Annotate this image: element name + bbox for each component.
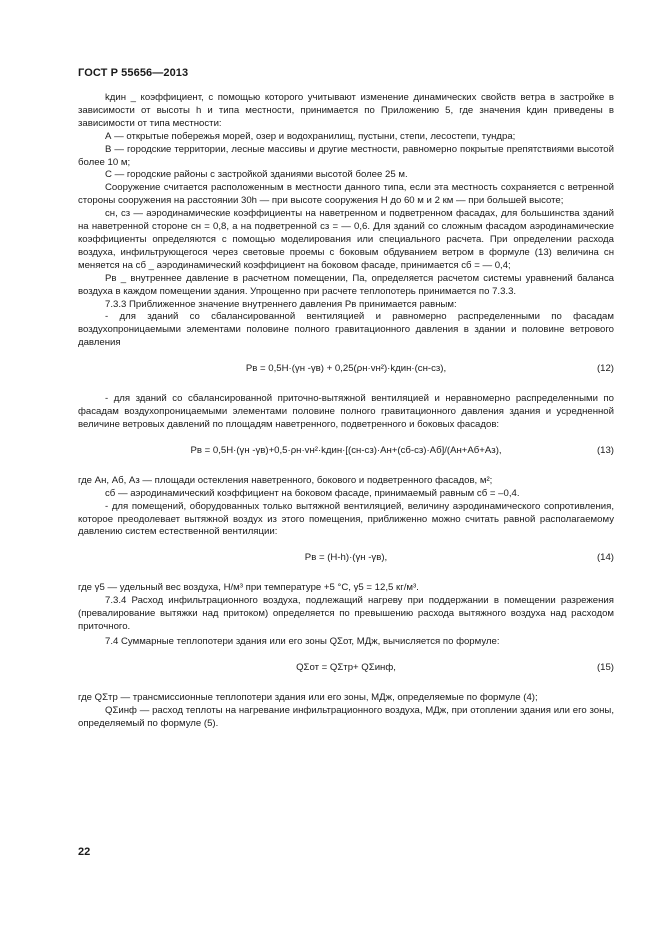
paragraph-exhaust-only: - для помещений, оборудованных только вытяжной вентиляцией, величину аэродинамического сопротивления, которое преодолевает вытяжной воздух из этого помещения, приближенно можно считать равной располагаемому давлению систем естественной вентиляции: [78, 500, 614, 538]
document-body [78, 92, 614, 731]
paragraph-7-4: 7.4 Суммарные теплопотери здания или его зоны QΣот, МДж, вычисляется по формуле: [105, 636, 500, 647]
paragraph-air-weight: где γ5 — удельный вес воздуха, Н/м³ при температуре +5 °С, γ5 = 12,5 кг/м³. [78, 582, 419, 594]
paragraph-terrain-c: С — городские районы с застройкой зданиями высотой более 25 м. [105, 169, 408, 181]
paragraph-7-3-4: 7.3.4 Расход инфильтрационного воздуха, подлежащий нагреву при поддержании в помещении разрежения (превалирование вытяжки над притоком) определяется по превышению расхода вытяжного воздуха над расходом приточного. [78, 595, 614, 633]
paragraph-unbalanced-ventilation: - для зданий со сбалансированной приточно-вытяжной вентиляцией и неравномерно распределенными по фасадам воздухопроницаемыми элементами половине полного гравитационного давления здания и усредненной величине ветровых давлений по площадям наветренного, подветренного и боковых фасадов: [78, 393, 614, 430]
formula-15 [78, 659, 614, 679]
formula-14-number: (14) [596, 552, 614, 564]
paragraph-side-coeff: cб — аэродинамический коэффициент на боковом фасаде, принимаемый равным cб = –0,4. [105, 487, 520, 499]
paragraph-terrain-rule: Сооружение считается расположенным в местности данного типа, если эта местность сохраняется с ветренной стороны сооружения на расстоянии 30h — при высоте сооружения H до 60 м и 2 км — при большей высоте; [78, 182, 614, 207]
formula-15-expression: QΣот = QΣтр+ QΣинф, [296, 661, 396, 673]
paragraph-transmission-losses: где QΣтр — трансмиссионные теплопотери здания или его зоны, МДж, определяемые по формуле (4); [78, 691, 538, 703]
formula-12-expression: Pв = 0,5H·(γн -γв) + 0,25(ρн·vн²)·kдин·(cн-cз), [245, 363, 447, 375]
paragraph-glazing-areas: где Aн, Aб, Aз — площади остекления наветренного, бокового и подветренного фасадов, м²; [78, 474, 493, 486]
formula-15-number: (15) [596, 661, 614, 673]
paragraph-aero-coeffs: cн, cз — аэродинамические коэффициенты на наветренном и подветренном фасадах, для большинства зданий на наветренной стороне cн = 0,8, а на подветренной cз = — 0,6. Для зданий со сложным фасадом аэродинамические коэффициенты определяются с помощью моделирования или специального расчета. При определении расхода воздуха, инфильтрующегося через световые проемы с боковым обдуванием ветром в формуле (13) величина cн меняется на cб _ аэродинамический коэффициент на боковом фасаде, принимается cб = — 0,4; [78, 208, 614, 271]
formula-13 [78, 442, 614, 462]
paragraph-terrain-b: В — городские территории, лесные массивы и другие местности, равномерно покрытые препятствиями высотой более 10 м; [78, 143, 614, 168]
paragraph-terrain-a: А — открытые побережья морей, озер и водохранилищ, пустыни, степи, лесостепи, тундра; [105, 130, 516, 142]
formula-12-number: (12) [596, 363, 614, 375]
formula-12 [78, 360, 614, 380]
paragraph-internal-pressure: Pв _ внутреннее давление в расчетном помещении, Па, определяется расчетом системы уравнений баланса воздуха в каждом помещении здания. Упрощенно при расчете теплопотерь принимается по 7.3.3. [78, 272, 614, 297]
paragraph-balanced-ventilation: - для зданий со сбалансированной вентиляцией и равномерно распределенными по фасадам воздухопроницаемыми элементами половине полного гравитационного давления в здании и половине ветрового давления [78, 311, 614, 349]
page-number: 22 [78, 846, 91, 858]
formula-14 [78, 549, 614, 569]
paragraph-infiltration-heat: QΣинф — расход теплоты на нагревание инфильтрационного воздуха, МДж, при отоплении здания или его зоны, определяемый по формуле (5). [78, 704, 614, 729]
formula-13-number: (13) [596, 444, 614, 456]
document-header: ГОСТ Р 55656—2013 [78, 67, 189, 79]
formula-14-expression: Pв = (H-h)·(γн -γв), [304, 552, 388, 564]
formula-13-expression: Pв = 0,5H·(γн -γв)+0,5·ρн·vн²·kдин·[(cн-cз)·Aн+(cб-cз)·Aб]/(Aн+Aб+Aз), [190, 444, 502, 456]
paragraph-kdin: kдин _ коэффициент, с помощью которого учитывают изменение динамических свойств ветра в застройке в зависимости от высоты h и типа местности, принимается по Приложению 5, где значения kдин приведены в зависимости от типа местности: [78, 92, 614, 129]
paragraph-7-3-3: 7.3.3 Приближенное значение внутреннего давления Pв принимается равным: [105, 298, 457, 310]
